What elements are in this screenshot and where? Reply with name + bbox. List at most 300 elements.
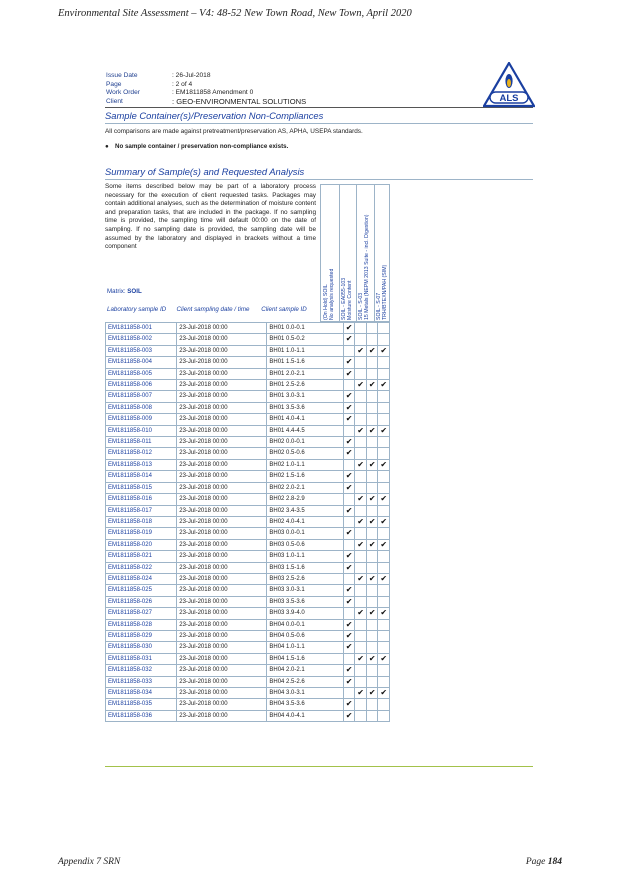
client-sample-id: BH02 2.0-2.1 [267, 482, 344, 493]
lab-sample-id: EM1811858-005 [106, 368, 177, 379]
lab-sample-id: EM1811858-007 [106, 391, 177, 402]
empty-check-cell [366, 368, 378, 379]
table-end-rule [105, 766, 533, 767]
lab-sample-id: EM1811858-026 [106, 596, 177, 607]
check-mark-icon: ✔ [355, 380, 367, 391]
table-row [106, 528, 390, 539]
matrix-label-text: Matrix: [107, 288, 126, 295]
check-mark-icon: ✔ [343, 448, 355, 459]
table-row [106, 494, 390, 505]
check-mark-icon: ✔ [343, 619, 355, 630]
empty-check-cell [366, 505, 378, 516]
check-mark-icon: ✔ [366, 608, 378, 619]
check-mark-icon: ✔ [343, 596, 355, 607]
empty-check-cell [366, 334, 378, 345]
table-row [106, 608, 390, 619]
sampling-date: 23-Jul-2018 00:00 [177, 653, 267, 664]
empty-check-cell [366, 402, 378, 413]
analysis-column-label-line: 15 Metals (NEPM 2013 Suite - incl. Digestion) [364, 214, 371, 320]
empty-check-cell [366, 585, 378, 596]
document-header: Environmental Site Assessment – V4: 48-52 New Town Road, New Town, April 2020 [58, 8, 412, 19]
client-sample-id: BH04 4.0-4.1 [267, 710, 344, 721]
info-label: Page [106, 80, 122, 88]
empty-check-cell [366, 665, 378, 676]
check-mark-icon: ✔ [355, 494, 367, 505]
table-row [106, 334, 390, 345]
check-mark-icon: ✔ [343, 630, 355, 641]
sampling-date: 23-Jul-2018 00:00 [177, 494, 267, 505]
table-row [106, 573, 390, 584]
lab-sample-id: EM1811858-033 [106, 676, 177, 687]
empty-check-cell [378, 710, 390, 721]
empty-check-cell [378, 630, 390, 641]
lab-sample-id: EM1811858-021 [106, 551, 177, 562]
client-sample-id: BH01 4.4-4.5 [267, 425, 344, 436]
check-mark-icon: ✔ [378, 425, 390, 436]
check-mark-icon: ✔ [366, 573, 378, 584]
lab-sample-id: EM1811858-035 [106, 699, 177, 710]
empty-check-cell [378, 665, 390, 676]
sampling-date: 23-Jul-2018 00:00 [177, 573, 267, 584]
analysis-column-divider [356, 185, 357, 321]
check-mark-icon: ✔ [355, 688, 367, 699]
empty-check-cell [378, 642, 390, 653]
empty-check-cell [366, 391, 378, 402]
empty-check-cell [378, 596, 390, 607]
client-sample-id: BH02 1.0-1.1 [267, 459, 344, 470]
logo-text: ALS [499, 93, 519, 104]
analysis-column-label-line: Moisture Content [346, 280, 353, 320]
check-mark-icon: ✔ [343, 642, 355, 653]
info-value: : 26-Jul-2018 [172, 72, 211, 79]
empty-check-cell [355, 414, 367, 425]
empty-check-cell [366, 642, 378, 653]
check-mark-icon: ✔ [355, 653, 367, 664]
table-row [106, 425, 390, 436]
check-mark-icon: ✔ [355, 573, 367, 584]
empty-check-cell [378, 471, 390, 482]
empty-check-cell [378, 391, 390, 402]
client-sample-id: BH04 2.0-2.1 [267, 665, 344, 676]
check-mark-icon: ✔ [355, 539, 367, 550]
empty-check-cell [366, 414, 378, 425]
empty-check-cell [366, 699, 378, 710]
empty-check-cell [355, 619, 367, 630]
lab-sample-id: EM1811858-034 [106, 688, 177, 699]
info-value: : GEO-ENVIRONMENTAL SOLUTIONS [172, 96, 307, 106]
empty-check-cell [355, 596, 367, 607]
empty-check-cell [355, 710, 367, 721]
empty-check-cell [378, 414, 390, 425]
sampling-date: 23-Jul-2018 00:00 [177, 448, 267, 459]
table-row [106, 676, 390, 687]
empty-check-cell [366, 437, 378, 448]
check-mark-icon: ✔ [343, 368, 355, 379]
client-sample-id: BH01 1.5-1.6 [267, 357, 344, 368]
empty-check-cell [378, 368, 390, 379]
check-mark-icon: ✔ [378, 459, 390, 470]
empty-check-cell [366, 357, 378, 368]
client-sample-id: BH01 2.0-2.1 [267, 368, 344, 379]
check-mark-icon: ✔ [366, 459, 378, 470]
check-mark-icon: ✔ [355, 345, 367, 356]
report-info-block [106, 72, 306, 106]
empty-check-cell [355, 585, 367, 596]
sampling-date: 23-Jul-2018 00:00 [177, 528, 267, 539]
empty-check-cell [366, 448, 378, 459]
lab-sample-id: EM1811858-008 [106, 402, 177, 413]
client-sample-id: BH04 0.0-0.1 [267, 619, 344, 630]
check-mark-icon: ✔ [378, 688, 390, 699]
lab-sample-id: EM1811858-013 [106, 459, 177, 470]
section-divider [105, 123, 533, 124]
lab-sample-id: EM1811858-017 [106, 505, 177, 516]
table-row [106, 699, 390, 710]
table-row [106, 345, 390, 356]
empty-check-cell [378, 448, 390, 459]
empty-check-cell [366, 528, 378, 539]
table-row [106, 402, 390, 413]
table-row [106, 551, 390, 562]
empty-check-cell [355, 699, 367, 710]
check-mark-icon: ✔ [343, 699, 355, 710]
sampling-date: 23-Jul-2018 00:00 [177, 699, 267, 710]
check-mark-icon: ✔ [343, 391, 355, 402]
client-sample-id: BH01 1.0-1.1 [267, 345, 344, 356]
sampling-date: 23-Jul-2018 00:00 [177, 391, 267, 402]
check-mark-icon: ✔ [343, 437, 355, 448]
check-mark-icon: ✔ [366, 688, 378, 699]
sampling-date: 23-Jul-2018 00:00 [177, 482, 267, 493]
empty-check-cell [378, 528, 390, 539]
als-logo [483, 62, 535, 108]
info-value: : 2 of 4 [172, 80, 193, 88]
table-row [106, 368, 390, 379]
client-sample-id: BH02 3.4-3.5 [267, 505, 344, 516]
check-mark-icon: ✔ [343, 551, 355, 562]
lab-sample-id: EM1811858-036 [106, 710, 177, 721]
empty-check-cell [343, 345, 355, 356]
section-title-summary: Summary of Sample(s) and Requested Analysis [105, 166, 305, 177]
empty-check-cell [378, 585, 390, 596]
check-mark-icon: ✔ [355, 516, 367, 527]
table-row [106, 653, 390, 664]
noncompliance-bullet [105, 143, 288, 150]
info-label: Client [106, 97, 123, 105]
analysis-column-label [376, 265, 388, 320]
check-mark-icon: ✔ [378, 516, 390, 527]
empty-check-cell [378, 551, 390, 562]
check-mark-icon: ✔ [378, 573, 390, 584]
client-sample-id: BH03 3.0-3.1 [267, 585, 344, 596]
footer-page [526, 857, 562, 867]
matrix-value: SOIL [127, 288, 142, 295]
empty-check-cell [355, 676, 367, 687]
empty-check-cell [355, 642, 367, 653]
check-mark-icon: ✔ [366, 345, 378, 356]
analysis-column-label-line: TRH/BTEXN/PAH (SIM) [381, 264, 388, 320]
info-client [106, 98, 306, 107]
table-row [106, 357, 390, 368]
empty-check-cell [378, 505, 390, 516]
empty-check-cell [355, 471, 367, 482]
client-sample-id: BH02 0.5-0.6 [267, 448, 344, 459]
analysis-column-label [358, 214, 370, 320]
table-row [106, 642, 390, 653]
check-mark-icon: ✔ [366, 539, 378, 550]
analysis-column-divider [374, 185, 375, 321]
table-row [106, 437, 390, 448]
check-mark-icon: ✔ [355, 608, 367, 619]
lab-sample-id: EM1811858-020 [106, 539, 177, 550]
table-row [106, 380, 390, 391]
lab-sample-id: EM1811858-029 [106, 630, 177, 641]
empty-check-cell [343, 516, 355, 527]
table-row [106, 471, 390, 482]
empty-check-cell [343, 653, 355, 664]
sampling-date: 23-Jul-2018 00:00 [177, 357, 267, 368]
analysis-column-label-line: SOIL - EA055-103 [340, 277, 347, 320]
bullet-text: No sample container / preservation non-compliance exists. [115, 143, 289, 150]
check-mark-icon: ✔ [355, 425, 367, 436]
info-issue-date [106, 72, 306, 81]
empty-check-cell [355, 357, 367, 368]
lab-sample-id: EM1811858-011 [106, 437, 177, 448]
info-divider [105, 107, 533, 108]
analysis-column-label-line: SOIL - S-03 [358, 292, 364, 320]
client-sample-id: BH04 1.5-1.6 [267, 653, 344, 664]
check-mark-icon: ✔ [378, 345, 390, 356]
client-sample-id: BH01 0.5-0.2 [267, 334, 344, 345]
section-divider [105, 179, 533, 180]
client-sample-id: BH04 3.0-3.1 [267, 688, 344, 699]
sampling-date: 23-Jul-2018 00:00 [177, 425, 267, 436]
lab-sample-id: EM1811858-028 [106, 619, 177, 630]
sampling-date: 23-Jul-2018 00:00 [177, 437, 267, 448]
table-row [106, 448, 390, 459]
client-sample-id: BH04 3.5-3.6 [267, 699, 344, 710]
empty-check-cell [343, 380, 355, 391]
check-mark-icon: ✔ [366, 653, 378, 664]
table-row [106, 323, 390, 334]
check-mark-icon: ✔ [366, 380, 378, 391]
section-title-noncompliance: Sample Container(s)/Preservation Non-Compliances [105, 110, 324, 121]
sampling-date: 23-Jul-2018 00:00 [177, 539, 267, 550]
check-mark-icon: ✔ [366, 425, 378, 436]
empty-check-cell [378, 357, 390, 368]
sampling-date: 23-Jul-2018 00:00 [177, 459, 267, 470]
client-sample-id: BH01 3.0-3.1 [267, 391, 344, 402]
lab-sample-id: EM1811858-031 [106, 653, 177, 664]
client-sample-id: BH04 2.5-2.6 [267, 676, 344, 687]
empty-check-cell [366, 630, 378, 641]
analysis-column-label-line: (On Hold) SOIL [323, 284, 329, 320]
check-mark-icon: ✔ [343, 357, 355, 368]
analysis-column-divider [339, 185, 340, 321]
lab-sample-id: EM1811858-006 [106, 380, 177, 391]
sampling-date: 23-Jul-2018 00:00 [177, 414, 267, 425]
empty-check-cell [366, 676, 378, 687]
table-row [106, 391, 390, 402]
empty-check-cell [343, 573, 355, 584]
lab-sample-id: EM1811858-030 [106, 642, 177, 653]
sampling-date: 23-Jul-2018 00:00 [177, 516, 267, 527]
table-row [106, 688, 390, 699]
empty-check-cell [378, 402, 390, 413]
table-row [106, 539, 390, 550]
client-sample-id: BH01 4.0-4.1 [267, 414, 344, 425]
empty-check-cell [366, 551, 378, 562]
client-sample-id: BH02 1.5-1.6 [267, 471, 344, 482]
lab-sample-id: EM1811858-019 [106, 528, 177, 539]
table-row [106, 414, 390, 425]
sampling-date: 23-Jul-2018 00:00 [177, 505, 267, 516]
summary-paragraph: Some items described below may be part of a laboratory process necessary for the execution of client requested tasks. Packages may contain additional analyses, such as the determination of moisture content and preparation tasks, that are included in the package. If no sampling time is provided, the sampling time will default 00:00 on the date of sampling. If no sampling date is provided, the sampling date will be assumed by the laboratory and displayed in brackets without a time component [105, 183, 316, 251]
check-mark-icon: ✔ [366, 516, 378, 527]
check-mark-icon: ✔ [343, 323, 355, 334]
table-row [106, 630, 390, 641]
sampling-date: 23-Jul-2018 00:00 [177, 380, 267, 391]
empty-check-cell [366, 471, 378, 482]
sampling-date: 23-Jul-2018 00:00 [177, 585, 267, 596]
empty-check-cell [343, 425, 355, 436]
check-mark-icon: ✔ [378, 494, 390, 505]
empty-check-cell [355, 402, 367, 413]
lab-sample-id: EM1811858-010 [106, 425, 177, 436]
lab-sample-id: EM1811858-022 [106, 562, 177, 573]
empty-check-cell [355, 505, 367, 516]
check-mark-icon: ✔ [378, 380, 390, 391]
client-sample-id: BH04 1.0-1.1 [267, 642, 344, 653]
empty-check-cell [366, 596, 378, 607]
lab-sample-id: EM1811858-015 [106, 482, 177, 493]
client-sample-id: BH03 2.5-2.6 [267, 573, 344, 584]
empty-check-cell [343, 688, 355, 699]
lab-sample-id: EM1811858-016 [106, 494, 177, 505]
sampling-date: 23-Jul-2018 00:00 [177, 334, 267, 345]
client-sample-id: BH04 0.5-0.6 [267, 630, 344, 641]
empty-check-cell [378, 334, 390, 345]
sampling-date: 23-Jul-2018 00:00 [177, 608, 267, 619]
check-mark-icon: ✔ [343, 471, 355, 482]
check-mark-icon: ✔ [343, 334, 355, 345]
sampling-date: 23-Jul-2018 00:00 [177, 688, 267, 699]
sampling-date: 23-Jul-2018 00:00 [177, 551, 267, 562]
client-sample-id: BH01 0.0-0.1 [267, 323, 344, 334]
check-mark-icon: ✔ [366, 494, 378, 505]
column-header-lab-id: Laboratory sample ID [107, 306, 167, 313]
lab-sample-id: EM1811858-025 [106, 585, 177, 596]
check-mark-icon: ✔ [343, 528, 355, 539]
table-row [106, 505, 390, 516]
bullet-icon: ● [105, 143, 109, 150]
empty-check-cell [343, 539, 355, 550]
empty-check-cell [366, 710, 378, 721]
sampling-date: 23-Jul-2018 00:00 [177, 630, 267, 641]
check-mark-icon: ✔ [343, 414, 355, 425]
check-mark-icon: ✔ [378, 608, 390, 619]
empty-check-cell [366, 482, 378, 493]
lab-sample-id: EM1811858-012 [106, 448, 177, 459]
client-sample-id: BH02 0.0-0.1 [267, 437, 344, 448]
empty-check-cell [355, 528, 367, 539]
client-sample-id: BH03 1.5-1.6 [267, 562, 344, 573]
empty-check-cell [355, 630, 367, 641]
sampling-date: 23-Jul-2018 00:00 [177, 368, 267, 379]
client-sample-id: BH03 3.9-4.0 [267, 608, 344, 619]
check-mark-icon: ✔ [355, 459, 367, 470]
empty-check-cell [378, 619, 390, 630]
table-row [106, 562, 390, 573]
check-mark-icon: ✔ [343, 505, 355, 516]
sampling-date: 23-Jul-2018 00:00 [177, 345, 267, 356]
client-sample-id: BH01 3.5-3.6 [267, 402, 344, 413]
check-mark-icon: ✔ [343, 402, 355, 413]
check-mark-icon: ✔ [343, 676, 355, 687]
client-sample-id: BH01 2.5-2.6 [267, 380, 344, 391]
empty-check-cell [343, 608, 355, 619]
check-mark-icon: ✔ [343, 710, 355, 721]
empty-check-cell [355, 665, 367, 676]
table-row [106, 665, 390, 676]
empty-check-cell [366, 323, 378, 334]
column-header-sampling-date: Client sampling date / time [176, 306, 250, 313]
lab-sample-id: EM1811858-009 [106, 414, 177, 425]
empty-check-cell [343, 459, 355, 470]
lab-sample-id: EM1811858-004 [106, 357, 177, 368]
sampling-date: 23-Jul-2018 00:00 [177, 402, 267, 413]
footer-page-label: Page [525, 857, 546, 867]
table-row [106, 459, 390, 470]
lab-sample-id: EM1811858-014 [106, 471, 177, 482]
check-mark-icon: ✔ [343, 585, 355, 596]
sampling-date: 23-Jul-2018 00:00 [177, 562, 267, 573]
info-page [106, 81, 306, 90]
lab-sample-id: EM1811858-002 [106, 334, 177, 345]
empty-check-cell [355, 437, 367, 448]
empty-check-cell [355, 334, 367, 345]
check-mark-icon: ✔ [378, 653, 390, 664]
analysis-column-label [341, 278, 353, 320]
empty-check-cell [355, 368, 367, 379]
empty-check-cell [355, 482, 367, 493]
sample-table [105, 322, 390, 722]
info-label: Issue Date [106, 72, 138, 79]
lab-sample-id: EM1811858-001 [106, 323, 177, 334]
empty-check-cell [366, 619, 378, 630]
client-sample-id: BH03 3.5-3.6 [267, 596, 344, 607]
sampling-date: 23-Jul-2018 00:00 [177, 676, 267, 687]
info-label: Work Order [106, 89, 140, 97]
client-sample-id: BH03 1.0-1.1 [267, 551, 344, 562]
info-value: : EM1811858 Amendment 0 [172, 89, 254, 97]
lab-sample-id: EM1811858-027 [106, 608, 177, 619]
client-sample-id: BH02 4.0-4.1 [267, 516, 344, 527]
analysis-column-label-line: SOIL - S-07 [375, 292, 382, 320]
sampling-date: 23-Jul-2018 00:00 [177, 665, 267, 676]
sampling-date: 23-Jul-2018 00:00 [177, 619, 267, 630]
table-row [106, 516, 390, 527]
column-header-client-id: Client sample ID [261, 306, 307, 313]
sampling-date: 23-Jul-2018 00:00 [177, 471, 267, 482]
analysis-column-label [323, 269, 335, 320]
client-sample-id: BH03 0.0-0.1 [267, 528, 344, 539]
check-mark-icon: ✔ [343, 562, 355, 573]
sampling-date: 23-Jul-2018 00:00 [177, 710, 267, 721]
empty-check-cell [343, 494, 355, 505]
client-sample-id: BH03 0.5-0.6 [267, 539, 344, 550]
empty-check-cell [355, 448, 367, 459]
